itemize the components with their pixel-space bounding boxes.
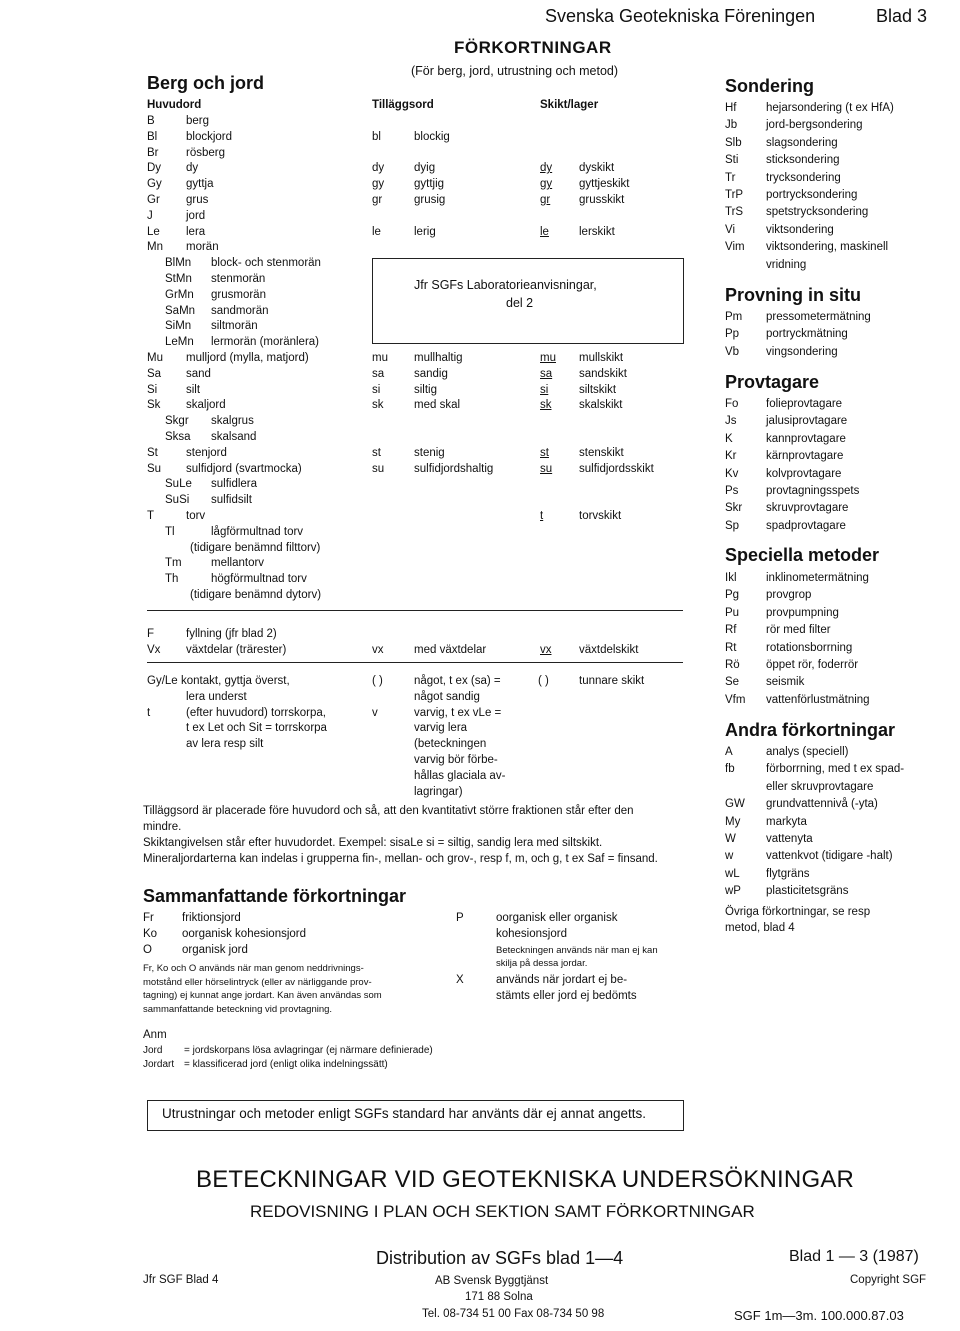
summary-note-line: motstånd eller hörselintryck (eller av närliggande prov- bbox=[143, 976, 372, 988]
item-name: provpumpning bbox=[766, 606, 839, 619]
abbr: Pg bbox=[725, 589, 740, 602]
abbr: K bbox=[725, 432, 733, 445]
abbr: Pp bbox=[725, 328, 740, 341]
soil-abbr: SiMn bbox=[165, 320, 192, 333]
abbr: Kr bbox=[725, 450, 737, 463]
skikt-name: sandskikt bbox=[579, 367, 627, 380]
soil-abbr: J bbox=[147, 209, 153, 222]
item-name: sticksondering bbox=[766, 154, 840, 167]
abbr: fb bbox=[725, 763, 735, 776]
note-abbr: v bbox=[372, 706, 378, 719]
summary-p-line-2: kohesionsjord bbox=[496, 928, 567, 940]
item-name: portryckmätning bbox=[766, 328, 848, 341]
abbr: W bbox=[725, 833, 736, 845]
tillagg-name: gyttjig bbox=[414, 178, 445, 191]
item-name: öppet rör, foderrör bbox=[766, 659, 859, 671]
footer-code: SGF 1m—3m. 100.000.87.03 bbox=[734, 1308, 904, 1323]
item-name: vattenkvot (tidigare -halt) bbox=[766, 850, 893, 863]
summary-p-abbr: P bbox=[456, 912, 464, 924]
tillagg-name: lerig bbox=[414, 225, 436, 238]
skikt-abbr: mu bbox=[540, 352, 556, 364]
anm-abbr: Jordart bbox=[143, 1059, 175, 1070]
skikt-name: stenskikt bbox=[579, 446, 624, 459]
note-text: (efter huvudord) torrskorpa, bbox=[186, 706, 326, 719]
skikt-name: grusskikt bbox=[579, 194, 625, 206]
item-name: vridning bbox=[766, 258, 807, 271]
tillagg-abbr: bl bbox=[372, 130, 381, 143]
tillagg-abbr: sa bbox=[372, 367, 385, 380]
abbr: Sti bbox=[725, 154, 739, 167]
item-name: grundvattennivå (-yta) bbox=[766, 798, 878, 811]
tillagg-abbr: sk bbox=[372, 399, 384, 412]
soil-name: sandmorän bbox=[211, 304, 269, 317]
abbr: Pm bbox=[725, 311, 743, 323]
soil-abbr: Sa bbox=[147, 367, 162, 380]
summary-name: organisk jord bbox=[182, 944, 248, 956]
soil-abbr: St bbox=[147, 446, 158, 459]
abbr: My bbox=[725, 815, 741, 828]
andra-note: Övriga förkortningar, se resp bbox=[725, 906, 871, 918]
soil-name: lermorän (moränlera) bbox=[211, 336, 320, 349]
item-name: vingsondering bbox=[766, 345, 838, 358]
main-title: BETECKNINGAR VID GEOTEKNISKA UNDERSÖKNINGAR bbox=[196, 1166, 855, 1193]
item-name: trycksondering bbox=[766, 171, 841, 184]
page-title: FÖRKORTNINGAR bbox=[454, 38, 612, 57]
summary-x-abbr: X bbox=[456, 974, 464, 986]
summary-p-note-1: Beteckningen används när man ej kan bbox=[496, 945, 658, 956]
item-name: slagsondering bbox=[766, 136, 838, 149]
abbr: A bbox=[725, 746, 733, 758]
note-text: t ex Let och Sit = torrskorpa bbox=[186, 722, 327, 735]
note-thin-layer-abbr: ( ) bbox=[538, 675, 549, 687]
col-header-tillaggsord: Tilläggsord bbox=[372, 99, 434, 111]
lab-reference-text-2: del 2 bbox=[506, 296, 534, 310]
anm-text: = klassificerad jord (enligt olika indelningssätt) bbox=[184, 1059, 388, 1070]
item-name: seismik bbox=[766, 676, 805, 689]
soil-abbr: Dy bbox=[147, 162, 162, 175]
item-name: viktsondering bbox=[766, 223, 834, 236]
soil-abbr: Bl bbox=[147, 130, 158, 143]
tillagg-name: med växtdelar bbox=[414, 644, 487, 656]
tillagg-abbr: gr bbox=[372, 194, 383, 206]
note-text: (beteckningen bbox=[414, 738, 487, 751]
page-subtitle: (För berg, jord, utrustning och metod) bbox=[411, 64, 619, 78]
abbr: wP bbox=[725, 885, 741, 898]
soil-abbr: Gy bbox=[147, 178, 162, 191]
abbr: Pu bbox=[725, 606, 740, 619]
skikt-name: skalskikt bbox=[579, 399, 623, 412]
footer-blad: Blad 1 — 3 (1987) bbox=[789, 1248, 919, 1265]
note-text: lagringar) bbox=[414, 785, 463, 798]
tillagg-abbr: le bbox=[372, 225, 381, 238]
abbr: Hf bbox=[725, 102, 737, 114]
item-name: markyta bbox=[766, 815, 807, 828]
soil-abbr: Skgr bbox=[165, 415, 189, 428]
tillagg-name: med skal bbox=[414, 399, 461, 412]
soil-name: gyttja bbox=[186, 178, 214, 191]
soil-abbr: Su bbox=[147, 462, 162, 475]
abbr: Ikl bbox=[725, 572, 737, 584]
soil-name: skaljord bbox=[186, 399, 226, 412]
note-text: varvig bör förbe- bbox=[414, 754, 498, 766]
summary-p-line-1: oorganisk eller organisk bbox=[496, 912, 618, 924]
footnote-line: Skiktangivelsen står efter huvudordet. Exempel: sisaLe si = siltig, sandig lera med siltskikt. bbox=[143, 837, 603, 849]
note-text: något sandig bbox=[414, 690, 480, 703]
soil-name: fyllning (jfr blad 2) bbox=[186, 628, 277, 640]
abbr: w bbox=[725, 850, 734, 863]
abbr: Tr bbox=[725, 171, 736, 184]
footer-copyright: Copyright SGF bbox=[850, 1274, 927, 1286]
abbr: wL bbox=[725, 867, 740, 880]
soil-name: stenjord bbox=[186, 446, 227, 459]
item-name: kolvprovtagare bbox=[766, 467, 842, 480]
tillagg-name: sulfidjordshaltig bbox=[414, 462, 494, 475]
soil-abbr: Br bbox=[147, 146, 159, 159]
soil-name: lera bbox=[186, 225, 206, 238]
sheet-number: Blad 3 bbox=[876, 6, 928, 26]
abbr: Vfm bbox=[725, 693, 746, 706]
skikt-abbr: sk bbox=[540, 399, 552, 412]
tillagg-abbr: st bbox=[372, 446, 381, 459]
item-name: flytgräns bbox=[766, 867, 810, 880]
summary-abbr: Ko bbox=[143, 928, 158, 940]
main-subtitle: REDOVISNING I PLAN OCH SEKTION SAMT FÖRKORTNINGAR bbox=[250, 1202, 755, 1221]
soil-name: (tidigare benämnd filttorv) bbox=[190, 541, 321, 554]
soil-abbr: StMn bbox=[165, 273, 192, 285]
section-heading-berg-jord: Berg och jord bbox=[147, 73, 265, 93]
skikt-name: siltskikt bbox=[579, 383, 617, 396]
abbr: Skr bbox=[725, 502, 743, 515]
section-heading-provtagare: Provtagare bbox=[725, 372, 820, 392]
skikt-abbr: su bbox=[540, 462, 553, 475]
tillagg-abbr: vx bbox=[372, 644, 384, 656]
notice-text: Utrustningar och metoder enligt SGFs standard har använts där ej annat angetts. bbox=[162, 1106, 647, 1121]
soil-name: rösberg bbox=[186, 146, 225, 159]
skikt-abbr: si bbox=[540, 383, 549, 396]
soil-name: siltmorän bbox=[211, 320, 258, 333]
item-name: inklinometermätning bbox=[766, 572, 869, 584]
summary-x-line-2: stämts eller jord ej bedömts bbox=[496, 990, 637, 1002]
note-abbr: ( ) bbox=[372, 675, 383, 687]
item-name: spetstrycksondering bbox=[766, 206, 869, 219]
abbr: Rö bbox=[725, 659, 740, 671]
soil-name: sulfidsilt bbox=[211, 494, 252, 507]
summary-abbr: Fr bbox=[143, 912, 154, 924]
soil-name: mellantorv bbox=[211, 557, 265, 570]
skikt-name: lerskikt bbox=[579, 225, 615, 238]
item-name: spadprovtagare bbox=[766, 519, 846, 532]
item-name: folieprovtagare bbox=[766, 398, 843, 410]
skikt-abbr: vx bbox=[540, 644, 552, 656]
divider bbox=[147, 610, 683, 611]
note-text: varvig lera bbox=[414, 722, 468, 735]
note-text: något, t ex (sa) = bbox=[414, 675, 501, 687]
section-heading-sammanfattande: Sammanfattande förkortningar bbox=[143, 886, 407, 906]
col-header-huvudord: Huvudord bbox=[147, 99, 202, 111]
soil-abbr: SuSi bbox=[165, 494, 190, 507]
abbr: TrP bbox=[725, 189, 744, 201]
abbr: Vim bbox=[725, 241, 745, 254]
soil-abbr: GrMn bbox=[165, 288, 194, 301]
tillagg-name: mullhaltig bbox=[414, 352, 463, 364]
skikt-name: mullskikt bbox=[579, 352, 624, 364]
soil-abbr: F bbox=[147, 628, 155, 640]
soil-abbr: T bbox=[147, 510, 155, 522]
item-name: vattenförlustmätning bbox=[766, 693, 870, 706]
soil-abbr: Sksa bbox=[165, 431, 191, 443]
footnote-line: mindre. bbox=[143, 821, 182, 833]
note-text: lera underst bbox=[186, 690, 247, 703]
soil-abbr: Mn bbox=[147, 241, 163, 254]
abbr: Ps bbox=[725, 485, 739, 497]
tillagg-abbr: mu bbox=[372, 352, 388, 364]
section-heading-sondering: Sondering bbox=[725, 76, 814, 96]
summary-p-note-2: skilja på dessa jordar. bbox=[496, 958, 588, 969]
soil-name: lågförmultnad torv bbox=[211, 525, 304, 538]
abbr: TrS bbox=[725, 206, 744, 219]
soil-name: dy bbox=[186, 162, 199, 175]
summary-note-line: sammanfattande beteckning vid provtagning. bbox=[143, 1003, 333, 1015]
soil-name: högförmultnad torv bbox=[211, 573, 307, 586]
org-name: Svenska Geotekniska Föreningen bbox=[545, 6, 816, 26]
skikt-name: växtdelskikt bbox=[579, 644, 639, 656]
soil-name: block- och stenmorän bbox=[211, 257, 321, 270]
footer-address: 171 88 Solna bbox=[465, 1291, 533, 1303]
soil-abbr: Tm bbox=[165, 557, 182, 570]
andra-note-2: metod, blad 4 bbox=[725, 922, 795, 934]
soil-name: grus bbox=[186, 194, 209, 206]
summary-x-line-1: används när jordart ej be- bbox=[496, 974, 628, 986]
divider bbox=[147, 662, 683, 663]
footer-company: AB Svensk Byggtjänst bbox=[435, 1275, 549, 1287]
footer-ref: Jfr SGF Blad 4 bbox=[143, 1274, 219, 1286]
soil-abbr: Gr bbox=[147, 194, 160, 206]
item-name: rotationsborrning bbox=[766, 641, 853, 654]
soil-name: morän bbox=[186, 241, 219, 254]
section-heading-speciella: Speciella metoder bbox=[725, 545, 880, 565]
item-name: förborrning, med t ex spad- bbox=[766, 763, 905, 776]
tillagg-abbr: dy bbox=[372, 162, 385, 175]
soil-abbr: Vx bbox=[147, 644, 161, 656]
note-text: kontakt, gyttja överst, bbox=[181, 675, 290, 687]
tillagg-name: stenig bbox=[414, 446, 445, 459]
soil-abbr: Si bbox=[147, 383, 158, 396]
skikt-abbr: gr bbox=[540, 194, 551, 206]
soil-name: skalsand bbox=[211, 431, 257, 443]
note-text: av lera resp silt bbox=[186, 738, 264, 751]
summary-note-line: Fr, Ko och O används när man genom neddrivnings- bbox=[143, 963, 364, 974]
item-name: viktsondering, maskinell bbox=[766, 241, 889, 254]
abbr: GW bbox=[725, 798, 745, 811]
soil-name: silt bbox=[186, 383, 201, 396]
soil-abbr: Le bbox=[147, 225, 160, 238]
summary-name: oorganisk kohesionsjord bbox=[182, 928, 307, 940]
soil-abbr: SuLe bbox=[165, 478, 192, 491]
tillagg-name: dyig bbox=[414, 162, 436, 175]
summary-name: friktionsjord bbox=[182, 912, 241, 924]
tillagg-abbr: gy bbox=[372, 178, 385, 191]
item-name: jalusiprovtagare bbox=[766, 415, 848, 428]
skikt-abbr: le bbox=[540, 225, 549, 238]
anm-abbr: Jord bbox=[143, 1045, 163, 1056]
skikt-abbr: st bbox=[540, 446, 549, 459]
abbr: Se bbox=[725, 676, 740, 689]
soil-name: sulfidjord (svartmocka) bbox=[186, 462, 302, 475]
abbr: Vb bbox=[725, 345, 740, 358]
item-name: hejarsondering (t ex HfA) bbox=[766, 102, 894, 114]
note-text: varvig, t ex vLe = bbox=[414, 706, 502, 719]
skikt-abbr: t bbox=[540, 510, 544, 522]
abbr: Rf bbox=[725, 624, 737, 637]
abbr: Kv bbox=[725, 467, 739, 480]
item-name: jord-bergsondering bbox=[766, 119, 863, 132]
item-name: vattenyta bbox=[766, 833, 813, 845]
soil-name: mulljord (mylla, matjord) bbox=[186, 352, 309, 364]
soil-name: sand bbox=[186, 367, 211, 380]
item-name: rör med filter bbox=[766, 624, 831, 637]
soil-name: växtdelar (trärester) bbox=[186, 644, 287, 656]
item-name: kärnprovtagare bbox=[766, 450, 844, 463]
item-name: kannprovtagare bbox=[766, 432, 846, 445]
note-abbr: Gy/Le bbox=[147, 675, 178, 687]
note-text: hållas glaciala av- bbox=[414, 769, 506, 782]
abbr: Sp bbox=[725, 519, 740, 532]
abbr: Rt bbox=[725, 641, 737, 654]
note-abbr: t bbox=[147, 706, 151, 719]
soil-abbr: B bbox=[147, 115, 155, 127]
soil-abbr: Mu bbox=[147, 352, 163, 364]
tillagg-name: siltig bbox=[414, 383, 438, 396]
item-name: skruvprovtagare bbox=[766, 502, 849, 515]
footer-distribution: Distribution av SGFs blad 1—4 bbox=[376, 1248, 624, 1268]
item-name: provtagningsspets bbox=[766, 485, 860, 497]
skikt-abbr: sa bbox=[540, 367, 553, 380]
abbr: Jb bbox=[725, 119, 738, 132]
soil-name: stenmorän bbox=[211, 273, 266, 285]
footer-phone: Tel. 08-734 51 00 Fax 08-734 50 98 bbox=[422, 1308, 605, 1320]
skikt-name: dyskikt bbox=[579, 162, 615, 175]
footnote-line: Tilläggsord är placerade före huvudord och så, att den kvantitativt större fraktionen står efter den bbox=[143, 805, 634, 817]
soil-abbr: Sk bbox=[147, 399, 161, 412]
soil-abbr: Th bbox=[165, 573, 179, 586]
summary-abbr: O bbox=[143, 944, 152, 956]
soil-abbr: LeMn bbox=[165, 336, 194, 349]
section-heading-andra: Andra förkortningar bbox=[725, 720, 896, 740]
tillagg-name: sandig bbox=[414, 367, 448, 380]
abbr: Vi bbox=[725, 223, 736, 236]
soil-name: torv bbox=[186, 510, 206, 522]
soil-name: sulfidlera bbox=[211, 478, 258, 491]
lab-reference-text: Jfr SGFs Laboratorieanvisningar, bbox=[414, 278, 597, 292]
soil-abbr: SaMn bbox=[165, 304, 196, 317]
soil-abbr: Tl bbox=[165, 525, 175, 538]
anm-heading: Anm bbox=[143, 1029, 167, 1041]
tillagg-abbr: si bbox=[372, 383, 381, 396]
tillagg-name: blockig bbox=[414, 130, 450, 143]
skikt-name: gyttjeskikt bbox=[579, 178, 630, 191]
skikt-name: torvskikt bbox=[579, 510, 622, 522]
soil-name: jord bbox=[186, 209, 206, 222]
col-header-skikt: Skikt/lager bbox=[540, 99, 599, 111]
note-thin-layer-text: tunnare skikt bbox=[579, 675, 645, 687]
footnote-line: Mineraljordarterna kan indelas i grupperna fin-, mellan- och grov-, resp f, m, och g, t ex Saf = finsand. bbox=[143, 853, 658, 865]
item-name: pressometermätning bbox=[766, 311, 871, 323]
skikt-abbr: dy bbox=[540, 162, 553, 175]
soil-abbr: BlMn bbox=[165, 257, 192, 270]
tillagg-name: grusig bbox=[414, 194, 446, 206]
soil-name: (tidigare benämnd dytorv) bbox=[190, 589, 322, 601]
summary-note-line: tagning) ej kunnat ange jordart. Kan även användas som bbox=[143, 990, 382, 1001]
item-name: provgrop bbox=[766, 589, 812, 602]
abbr: Fo bbox=[725, 398, 739, 410]
soil-name: skalgrus bbox=[211, 415, 254, 428]
skikt-abbr: gy bbox=[540, 178, 553, 191]
tillagg-abbr: su bbox=[372, 462, 385, 475]
anm-text: = jordskorpans lösa avlagringar (ej närmare definierade) bbox=[184, 1045, 433, 1056]
item-name: eller skruvprovtagare bbox=[766, 780, 874, 793]
skikt-name: sulfidjordsskikt bbox=[579, 462, 654, 475]
abbr: Slb bbox=[725, 136, 742, 149]
soil-name: grusmorän bbox=[211, 288, 266, 301]
soil-name: berg bbox=[186, 115, 210, 127]
item-name: plasticitetsgräns bbox=[766, 885, 849, 898]
section-heading-provning: Provning in situ bbox=[725, 285, 862, 305]
soil-name: blockjord bbox=[186, 130, 233, 143]
item-name: analys (speciell) bbox=[766, 746, 849, 758]
abbr: Js bbox=[725, 415, 737, 428]
item-name: portrycksondering bbox=[766, 189, 858, 201]
